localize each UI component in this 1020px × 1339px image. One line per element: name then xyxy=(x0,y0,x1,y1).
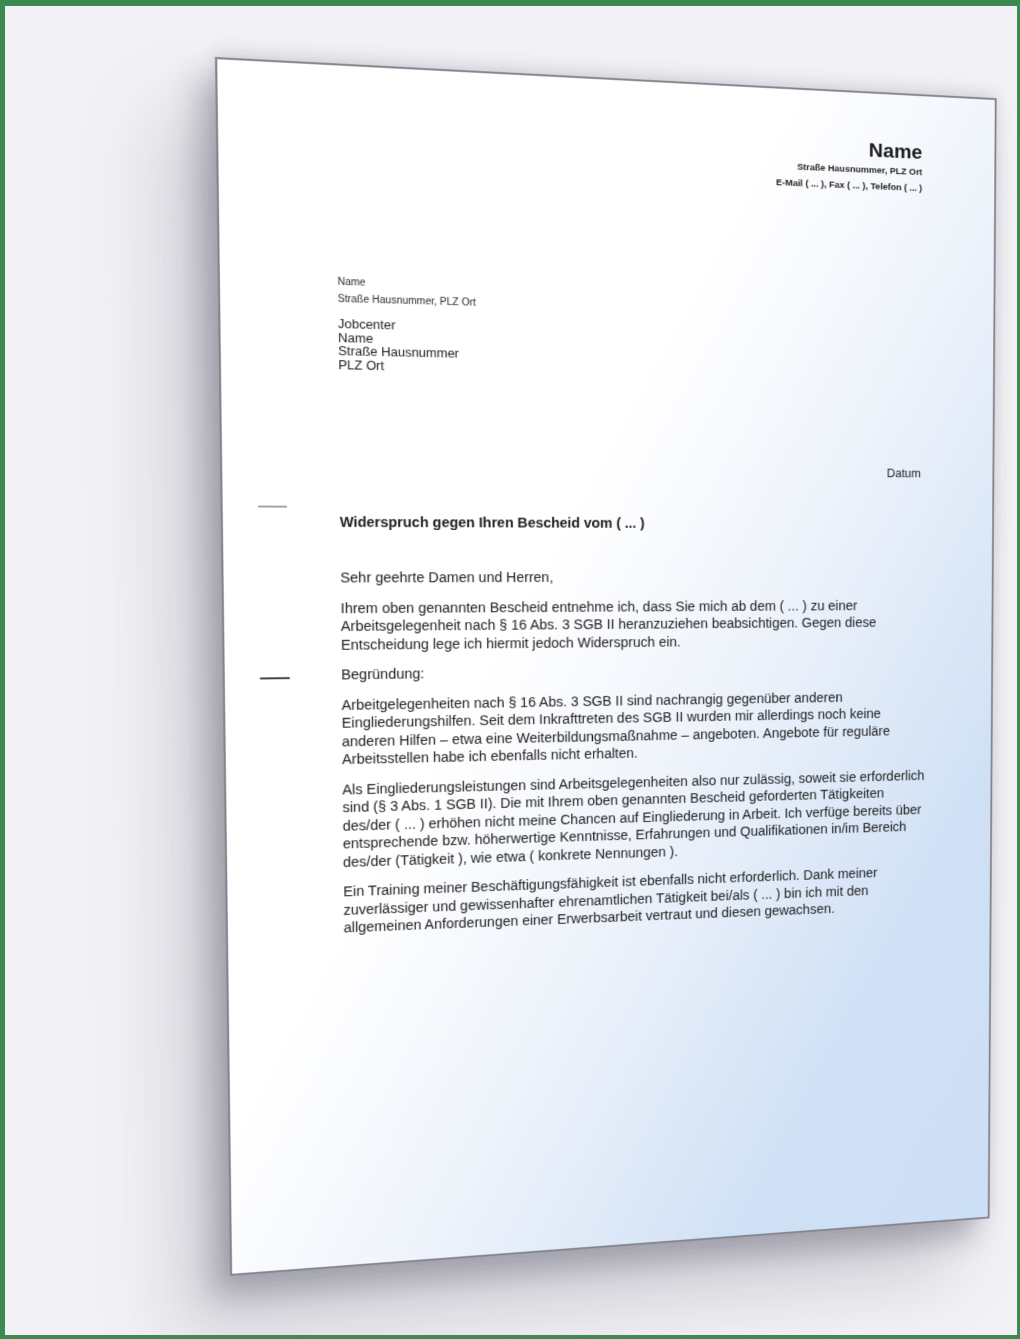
recipient-line: Straße Hausnummer xyxy=(338,344,459,361)
letterhead-address: Straße Hausnummer, PLZ Ort xyxy=(797,161,923,178)
frame-border-bottom xyxy=(0,1335,1020,1339)
body-paragraph: Ein Training meiner Beschäftigungsfähigkeit ist ebenfalls nicht erforderlich. Dank meiner zuverlässiger und gewissenhafter ehrenamtlichen Tätigkeit bei/als ( ... ) bin ich mit den allgemeinen Anforderungen einer Erwerbsarbeit vertraut und diesen gewachsen. xyxy=(343,865,878,936)
reason-label: Begründung: xyxy=(341,665,425,683)
subject-line: Widerspruch gegen Ihren Bescheid vom ( ... ) xyxy=(339,513,645,531)
sender-name: Name xyxy=(337,276,366,289)
recipient-line: Name xyxy=(337,330,374,346)
fold-mark-top xyxy=(258,506,287,508)
letter-page xyxy=(215,57,997,1276)
letter-body xyxy=(340,568,930,949)
fold-mark-bottom xyxy=(260,677,290,679)
frame-border-top xyxy=(0,0,1020,6)
recipient-line: PLZ Ort xyxy=(338,357,385,373)
salutation: Sehr geehrte Damen und Herren, xyxy=(340,569,554,586)
sender-block xyxy=(337,275,475,312)
letterhead-name: Name xyxy=(868,139,923,164)
recipient-block xyxy=(338,318,459,375)
letterhead-contact: E-Mail ( ... ), Fax ( ... ), Telefon ( ... ) xyxy=(776,177,923,195)
sender-address: Straße Hausnummer, PLZ Ort xyxy=(337,293,476,309)
body-paragraph: Ihrem oben genannten Bescheid entnehme ich, dass Sie mich ab dem ( ... ) zu einer Arbeitsgelegenheit nach § 16 Abs. 3 SGB II heranzuziehen beabsichtigen. Gegen diese Entscheidung lege ich hiermit jedoch Widerspruch ein. xyxy=(340,597,877,653)
recipient-line: Jobcenter xyxy=(337,316,396,333)
letterhead xyxy=(776,135,922,197)
body-paragraph: Arbeitgelegenheiten nach § 16 Abs. 3 SGB II sind nachrangig gegenüber anderen Eingliederungshilfen. Seit dem Inkrafttreten des SGB II wurden mir allerdings noch keine anderen Hilfen – etwa eine Weiterbildungsmaßnahme – angeboten. Angebote für reguläre Arbeitsstellen habe ich ebenfalls nicht erhalten. xyxy=(341,689,891,768)
date-label: Datum xyxy=(886,466,921,481)
body-paragraph: Als Eingliederungsleistungen sind Arbeitsgelegenheiten also nur zulässig, soweit sie erforderlich sind (§ 3 Abs. 1 SGB II). Die mit Ihrem oben genannten Bescheid geforderten Tätigkeiten des/der ( ... ) erhöhen nicht meine Chancen auf Eingliederung in Arbeit. Ich verfüge bereits über entsprechende bzw. höherwertige Kenntnisse, Erfahrungen und Qualifikationen in/im Bereich des/der (Tätigkeit ), wie etwa ( konkrete Nennungen ). xyxy=(342,767,925,870)
frame-border-left xyxy=(0,0,5,1339)
